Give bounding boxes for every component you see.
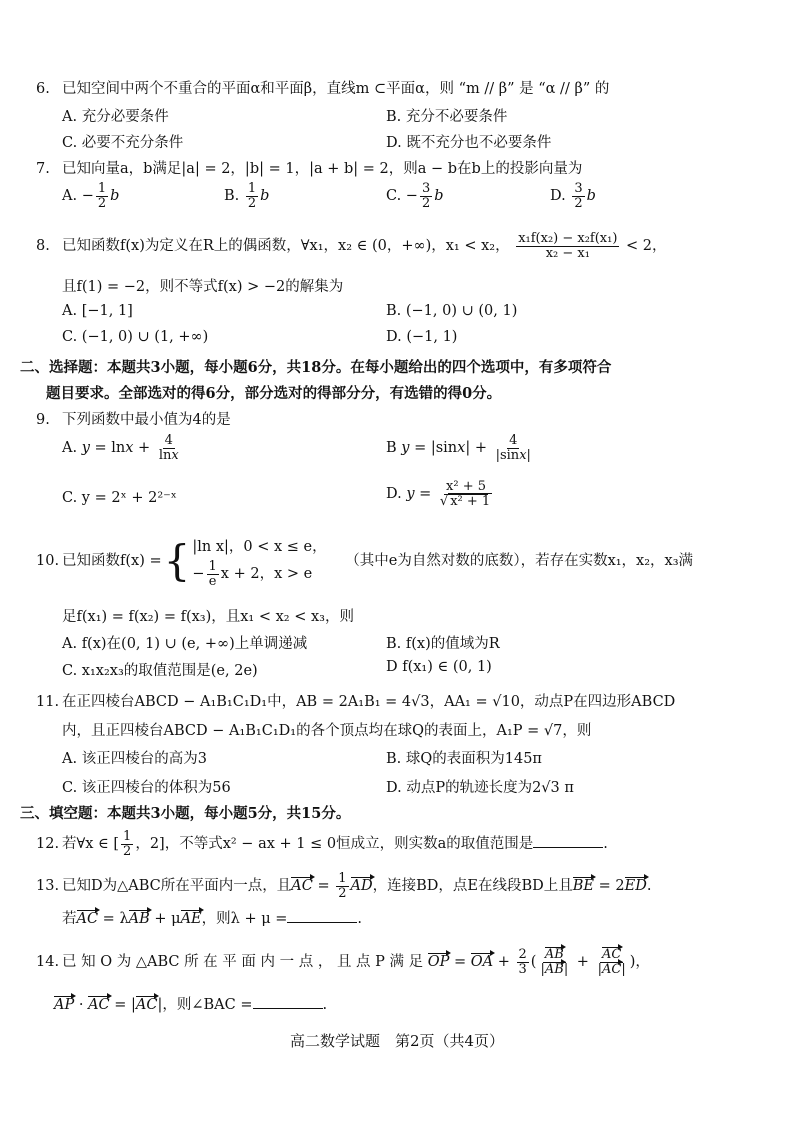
option-expr: y = 2ˣ + 2²⁻ˣ bbox=[81, 490, 177, 506]
question-number: 9. bbox=[36, 412, 50, 428]
vector-ac: AC bbox=[88, 997, 110, 1013]
option-var: b bbox=[260, 188, 270, 205]
option-expr: y bbox=[81, 440, 90, 457]
option-expr: y bbox=[401, 440, 410, 457]
question-stem-tail: ，2]，不等式x² − ax + 1 ≤ 0恒成立，则实数a的取值范围是 bbox=[135, 836, 534, 853]
end-mark: . bbox=[357, 911, 362, 927]
inequality-rhs: < 2， bbox=[621, 238, 667, 255]
question-number: 12. bbox=[36, 836, 60, 853]
option-a: A. y = lnx + $\frac{4}{\ln x}$ bbox=[62, 433, 179, 463]
option-c: C. 必要不充分条件 bbox=[62, 135, 184, 151]
section-3-title: 三、填空题：本题共3小题，每小题5分，共15分。 bbox=[20, 805, 351, 822]
question-10 bbox=[36, 534, 764, 588]
option-expr: y bbox=[406, 486, 415, 503]
option-letter: D. bbox=[386, 486, 402, 503]
question-stem-tail: ，则∠BAC = bbox=[162, 997, 253, 1013]
vector-ap: AP bbox=[54, 997, 75, 1013]
option-letter: B. bbox=[224, 188, 240, 205]
denominator: 2 bbox=[421, 195, 431, 211]
vector-ad: AD bbox=[350, 878, 373, 895]
fraction bbox=[246, 182, 258, 210]
fraction bbox=[420, 182, 432, 210]
question-stem-tail: （其中e为自然对数的底数），若存在实数x₁，x₂，x₃满 bbox=[345, 553, 694, 570]
numerator: 1 bbox=[123, 829, 132, 844]
numerator: 1 bbox=[208, 559, 217, 574]
denominator: 2 bbox=[574, 195, 583, 211]
answer-blank[interactable] bbox=[253, 996, 323, 1009]
question-10-cont: 足f(x₁) = f(x₂) = f(x₃)，且x₁ < x₂ < x₃，则 bbox=[62, 609, 354, 625]
fraction bbox=[517, 948, 529, 976]
question-stem: 在正四棱台ABCD − A₁B₁C₁D₁中，AB = 2A₁B₁ = 4√3，AA₁ = √10，动点P在四边形ABCD bbox=[62, 694, 676, 710]
fraction bbox=[336, 872, 348, 900]
numerator: 2 bbox=[518, 947, 527, 962]
question-14-cont: AP · AC = |AC|，则∠BAC = . bbox=[54, 997, 328, 1013]
case-2: − $\frac{1}{e}$ x + 2，x > e bbox=[192, 559, 313, 589]
fraction bbox=[207, 560, 219, 588]
option-a: A. 该正四棱台的高为3 bbox=[62, 751, 207, 767]
question-stem: 已知函数f(x)为定义在R上的偶函数，∀x bbox=[62, 238, 318, 255]
question-stem: 已知函数f(x) = bbox=[62, 553, 162, 570]
question-number: 8. bbox=[36, 238, 50, 255]
case-1: |ln x|，0 < x ≤ e， bbox=[192, 539, 327, 555]
question-number: 6. bbox=[36, 81, 50, 97]
denominator: 2 bbox=[123, 843, 132, 859]
numerator: 1 bbox=[247, 181, 257, 196]
vector-ae: AE bbox=[180, 911, 202, 927]
option-b: B. f(x)的值域为R bbox=[386, 636, 500, 652]
option-b bbox=[224, 182, 269, 210]
option-a: A. 充分必要条件 bbox=[62, 109, 169, 125]
sqrt-radicand: x² + 1 bbox=[450, 493, 491, 509]
question-stem-tail: ，则λ + μ = bbox=[201, 911, 288, 927]
denominator: 3 bbox=[518, 961, 527, 977]
option-letter: B bbox=[386, 440, 397, 457]
option-a bbox=[62, 182, 119, 210]
section-2-title-cont: 题目要求。全部选对的得6分，部分选对的得部分分，有选错的得0分。 bbox=[46, 385, 502, 402]
section-2-title: 二、选择题：本题共3小题，每小题6分，共18分。在每小题给出的四个选项中，有多项符合 bbox=[20, 359, 612, 376]
end-mark: . bbox=[603, 836, 608, 853]
vector-op: OP bbox=[427, 954, 450, 971]
option-a: A. [−1, 1] bbox=[62, 303, 133, 319]
vector-ac: AC bbox=[76, 911, 99, 927]
question-7 bbox=[36, 157, 764, 178]
option-letter: C. bbox=[62, 490, 78, 506]
question-number: 11. bbox=[36, 694, 60, 710]
option-c bbox=[62, 490, 177, 506]
numerator: 3 bbox=[574, 181, 583, 196]
question-stem: 已知D为△ABC所在平面内一点，且 bbox=[62, 878, 292, 895]
question-stem: 若 bbox=[62, 911, 77, 927]
question-stem: 已 知 O 为 △ABC 所 在 平 面 内 一 点 ， 且 点 P 满 足 bbox=[62, 954, 424, 971]
question-stem: 若∀x ∈ [ bbox=[62, 836, 120, 853]
case-2-tail: x + 2，x > e bbox=[220, 566, 313, 583]
question-12 bbox=[36, 830, 764, 858]
option-c: C. x₁x₂x₃的取值范围是(e, 2e) bbox=[62, 663, 258, 679]
option-letter: A. bbox=[62, 188, 78, 205]
question-stem: 已知向量a，b满足|a| = 2，|b| = 1，|a + b| = 2，则a − b在b上的投影向量为 bbox=[62, 161, 583, 177]
numerator: 1 bbox=[97, 181, 107, 196]
answer-blank[interactable] bbox=[287, 910, 357, 923]
difference-quotient bbox=[516, 232, 619, 260]
option-d bbox=[550, 182, 596, 210]
question-number: 13. bbox=[36, 878, 60, 895]
option-b: B. (−1, 0) ∪ (0, 1) bbox=[386, 303, 518, 319]
denominator: |sinx| bbox=[495, 447, 531, 463]
answer-blank[interactable] bbox=[533, 835, 603, 848]
unit-vector-ab: $\frac{AB}{|AB|}$ bbox=[540, 947, 569, 977]
option-var: b bbox=[586, 188, 596, 205]
option-d: D. 既不充分也不必要条件 bbox=[386, 135, 552, 151]
vector-ac: AC bbox=[135, 997, 158, 1013]
option-d: D. (−1, 1) bbox=[386, 329, 458, 345]
option-a: A. f(x)在(0, 1) ∪ (e, +∞)上单调递减 bbox=[62, 636, 308, 652]
option-sign: − bbox=[405, 188, 418, 205]
fraction bbox=[157, 434, 181, 462]
option-b: B. 充分不必要条件 bbox=[386, 109, 508, 125]
question-8-cont: 且f(1) = −2，则不等式f(x) > −2的解集为 bbox=[62, 279, 344, 295]
question-number: 14. bbox=[36, 954, 60, 971]
option-var: b bbox=[434, 188, 444, 205]
option-sign: − bbox=[81, 188, 94, 205]
piecewise-cases bbox=[192, 534, 326, 588]
question-14: 14. 已 知 O 为 △ABC 所 在 平 面 内 一 点 ， 且 点 P 满 足 OP = OA + $\frac{2}{3}$ ( $\frac{AB}{|AB|}$ + $\frac{AC}{|AC|}$ )， bbox=[36, 947, 650, 977]
option-d: D f(x₁) ∈ (0, 1) bbox=[386, 659, 492, 675]
denominator: x₂ − x₁ bbox=[545, 245, 590, 261]
question-stem: 已知空间中两个不重合的平面α和平面β，直线m ⊂平面α，则 “m // β” 是 “α // β” 的 bbox=[62, 81, 610, 97]
numerator: x₁f(x₂) − x₂f(x₁) bbox=[518, 231, 618, 246]
vector-ed: ED bbox=[624, 878, 647, 895]
question-number: 10. bbox=[36, 553, 60, 570]
question-stem-mid: ，连接BD，点E在线段BD上且 bbox=[372, 878, 573, 895]
question-13: 13. 已知D为△ABC所在平面内一点，且AC = $\frac{1}{2}$ AD，连接BD，点E在线段BD上且BE = 2ED. bbox=[36, 871, 652, 901]
option-c bbox=[386, 182, 444, 210]
option-d: D. 动点P的轨迹长度为2√3 π bbox=[386, 780, 574, 796]
fraction bbox=[438, 480, 494, 508]
option-var: b bbox=[110, 188, 120, 205]
option-letter: A. bbox=[62, 440, 78, 457]
vector-oa: OA bbox=[470, 954, 494, 971]
numerator: 3 bbox=[421, 181, 431, 196]
question-9 bbox=[36, 408, 764, 429]
numerator: 4 bbox=[164, 433, 173, 448]
denominator: √ x² + 1 bbox=[439, 493, 491, 509]
question-11-cont: 内，且正四棱台ABCD − A₁B₁C₁D₁的各个顶点均在球Q的表面上，A₁P = √7，则 bbox=[62, 723, 592, 739]
numerator: x² + 5 bbox=[446, 479, 487, 494]
denominator: lnx bbox=[158, 447, 179, 463]
denominator: e bbox=[208, 573, 217, 589]
page-footer: 高二数学试题 第2页（共4页） bbox=[289, 1032, 505, 1050]
piecewise-brace: { bbox=[163, 536, 191, 586]
denominator: 2 bbox=[97, 195, 107, 211]
vector-ab: AB bbox=[128, 911, 150, 927]
fraction bbox=[121, 830, 133, 858]
vector-be: BE bbox=[572, 878, 595, 895]
unit-vector-ac: $\frac{AC}{|AC|}$ bbox=[597, 947, 626, 977]
option-c: C. (−1, 0) ∪ (1, +∞) bbox=[62, 329, 209, 345]
end-mark: . bbox=[322, 997, 328, 1013]
question-number: 7. bbox=[36, 161, 50, 177]
option-c: C. 该正四棱台的体积为56 bbox=[62, 780, 231, 796]
vector-ac: AC bbox=[291, 878, 313, 895]
option-letter: D. bbox=[550, 188, 566, 205]
denominator: 2 bbox=[247, 195, 257, 211]
question-stem: 下列函数中最小值为4的是 bbox=[62, 412, 231, 428]
option-b: B. 球Q的表面积为145π bbox=[386, 751, 542, 767]
question-8 bbox=[36, 232, 764, 260]
numerator: 1 bbox=[338, 871, 347, 886]
option-letter: C. bbox=[386, 188, 402, 205]
denominator: 2 bbox=[338, 885, 347, 901]
fraction bbox=[494, 434, 533, 462]
question-11 bbox=[36, 690, 764, 711]
fraction bbox=[96, 182, 108, 210]
option-b: B y = |sinx| + $\frac{4}{|\sin x|}$ bbox=[386, 433, 531, 463]
option-d: D. y = $\frac{\text{x² + 5}}{\text{√ x² + 1}}$ bbox=[386, 480, 496, 508]
question-6 bbox=[36, 77, 764, 98]
question-13-cont: 若AC = λAB + μAE，则λ + μ = . bbox=[62, 911, 362, 927]
numerator: 4 bbox=[509, 433, 518, 448]
fraction bbox=[572, 182, 584, 210]
stem-math: ₁，x₂ ∈ (0，+∞)，x₁ < x₂， bbox=[317, 238, 510, 255]
